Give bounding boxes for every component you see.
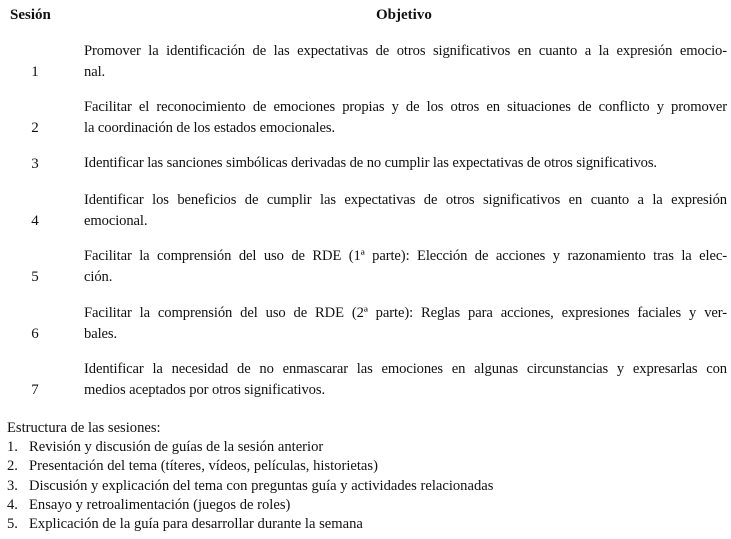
- objective-line: nal.: [84, 64, 106, 80]
- session-number: 7: [31, 382, 39, 398]
- objective-line: Identificar los beneficios de cumplir las expectativas de otros significativos en cuanto a la expresión: [84, 192, 727, 208]
- session-objective: [84, 41, 727, 83]
- structure-item-text: Ensayo y retroalimentación (juegos de roles): [29, 496, 291, 513]
- structure-list-item: [7, 477, 707, 496]
- objective-line: medios aceptados por otros significativos.: [84, 382, 326, 398]
- session-number: 2: [31, 120, 39, 136]
- structure-item-text: Revisión y discusión de guías de la sesión anterior: [29, 439, 324, 456]
- objective-line: Facilitar la comprensión del uso de RDE (1ª parte): Elección de acciones y razonamiento tras la elec-: [84, 248, 727, 264]
- column-header-session: Sesión: [10, 7, 51, 23]
- objective-line: bales.: [84, 326, 118, 342]
- structure-item-text: Explicación de la guía para desarrollar durante la semana: [29, 516, 363, 533]
- table-row-session-4: [0, 190, 731, 234]
- objective-line: Facilitar la comprensión del uso de RDE (2ª parte): Reglas para acciones, expresiones faciales y ver-: [84, 305, 727, 321]
- session-objective: [84, 153, 727, 174]
- table-row-session-7: [0, 359, 731, 403]
- table-row-session-3: [0, 153, 731, 175]
- objective-line: ción.: [84, 269, 113, 285]
- session-objective: [84, 303, 727, 345]
- table-row-session-6: [0, 303, 731, 347]
- session-objective: [84, 190, 727, 232]
- table-row-session-2: [0, 97, 731, 141]
- structure-item-index: 1.: [7, 439, 18, 456]
- structure-title: Estructura de las sesiones:: [7, 420, 161, 436]
- table-row-session-1: [0, 41, 731, 85]
- structure-list: [7, 438, 707, 534]
- objective-line: Promover la identificación de las expectativas de otros significativos en cuanto a la expresión emocio-: [84, 43, 727, 59]
- structure-item-index: 2.: [7, 458, 18, 475]
- structure-list-item: [7, 515, 707, 534]
- structure-list-item: [7, 438, 707, 457]
- session-structure: [7, 419, 707, 534]
- session-number: 5: [31, 269, 39, 285]
- structure-item-index: 3.: [7, 477, 18, 494]
- structure-item-text: Discusión y explicación del tema con preguntas guía y actividades relacionadas: [29, 477, 494, 494]
- column-header-objective: Objetivo: [376, 7, 432, 23]
- session-number: 6: [31, 326, 39, 342]
- session-number: 4: [31, 213, 39, 229]
- structure-item-index: 5.: [7, 516, 18, 533]
- objective-line: Identificar las sanciones simbólicas derivadas de no cumplir las expectativas de otros significativos.: [84, 155, 657, 171]
- structure-list-item: [7, 457, 707, 476]
- structure-list-item: [7, 496, 707, 515]
- structure-item-index: 4.: [7, 496, 18, 513]
- session-objective: [84, 97, 727, 139]
- session-number: 3: [31, 156, 39, 172]
- objective-line: Identificar la necesidad de no enmascarar las emociones en algunas circunstancias y expresarlas con: [84, 361, 727, 377]
- structure-item-text: Presentación del tema (títeres, vídeos, películas, historietas): [29, 458, 378, 475]
- objective-line: la coordinación de los estados emocionales.: [84, 120, 336, 136]
- objective-line: emocional.: [84, 213, 148, 229]
- session-number: 1: [31, 64, 39, 80]
- objective-line: Facilitar el reconocimiento de emociones propias y de los otros en situaciones de conflicto y promover: [84, 99, 727, 115]
- table-row-session-5: [0, 246, 731, 290]
- session-objective: [84, 359, 727, 401]
- session-objective: [84, 246, 727, 288]
